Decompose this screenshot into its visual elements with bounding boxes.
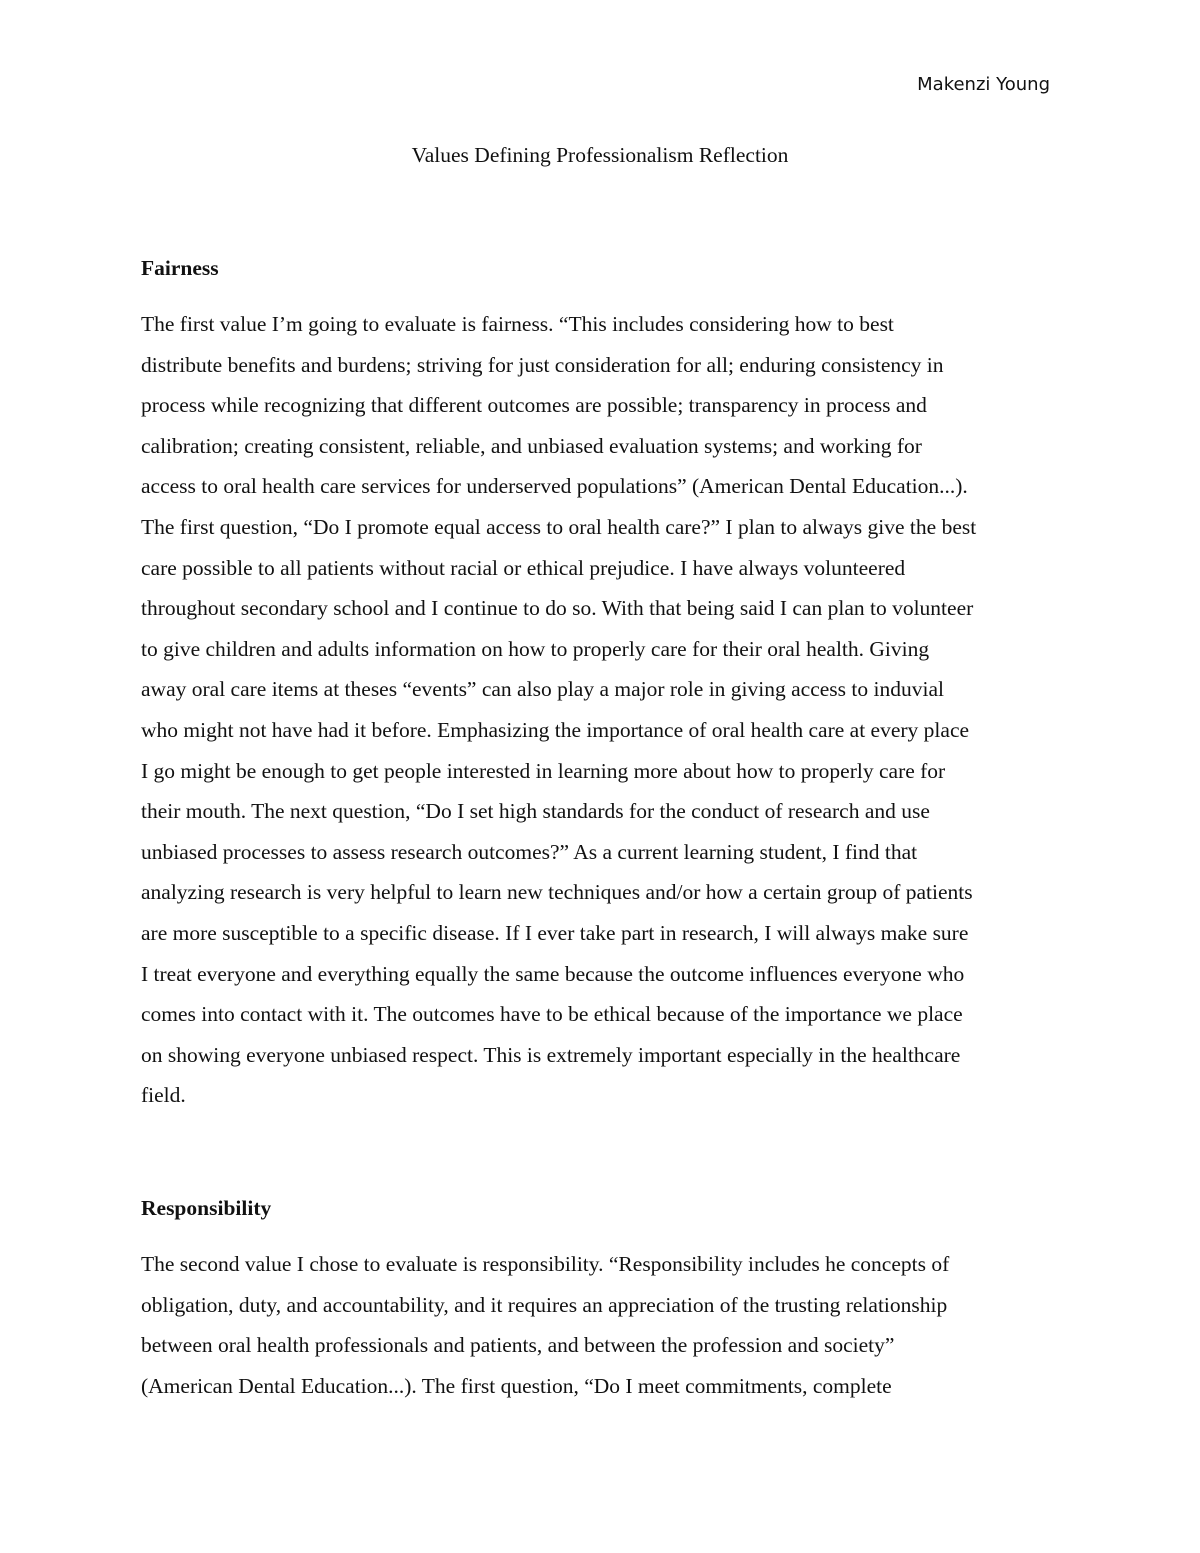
paragraph-line: access to oral health care services for underserved populations” (American Dental Education...). [141,474,968,499]
section-body-responsibility [141,1244,1061,1406]
document-title: Values Defining Professionalism Reflection [411,143,789,167]
paragraph-line: The second value I chose to evaluate is responsibility. “Responsibility includes he concepts of [141,1252,950,1276]
paragraph-line: field. [141,1083,186,1108]
paragraph-line: comes into contact with it. The outcomes have to be ethical because of the importance we place [141,1002,963,1027]
paragraph-line: between oral health professionals and patients, and between the profession and society” [141,1333,895,1358]
paragraph-line: process while recognizing that different outcomes are possible; transparency in process and [141,393,927,418]
paragraph-line: care possible to all patients without racial or ethical prejudice. I have always volunteered [141,555,906,580]
paragraph-line: on showing everyone unbiased respect. This is extremely important especially in the healthcare [141,1042,961,1067]
paragraph-line: away oral care items at theses “events” can also play a major role in giving access to induvial [141,677,944,702]
paragraph-line: The first question, “Do I promote equal access to oral health care?” I plan to always give the best [141,514,977,539]
section-body-fairness [141,304,1061,1116]
section-heading-responsibility: Responsibility [141,1196,272,1220]
paragraph-line: are more susceptible to a specific disease. If I ever take part in research, I will always make sure [141,920,969,945]
section-heading-fairness: Fairness [141,256,219,280]
paragraph-line: unbiased processes to assess research outcomes?” As a current learning student, I find that [141,839,918,864]
paragraph-line: calibration; creating consistent, reliable, and unbiased evaluation systems; and working for [141,433,922,458]
paragraph-line: distribute benefits and burdens; striving for just consideration for all; enduring consistency in [141,352,944,377]
author-name: Makenzi Young [917,74,1050,95]
paragraph-line: throughout secondary school and I continue to do so. With that being said I can plan to volunteer [141,596,974,621]
paragraph-line: who might not have had it before. Emphasizing the importance of oral health care at every place [141,717,970,742]
paragraph-line: obligation, duty, and accountability, and it requires an appreciation of the trusting relationship [141,1292,948,1317]
paragraph-line: to give children and adults information on how to properly care for their oral health. Giving [141,636,930,661]
paragraph-line: I go might be enough to get people interested in learning more about how to properly care for [141,758,946,783]
paragraph-line: (American Dental Education...). The first question, “Do I meet commitments, complete [141,1373,892,1398]
paragraph-line: analyzing research is very helpful to learn new techniques and/or how a certain group of patients [141,880,973,905]
paragraph-line: I treat everyone and everything equally the same because the outcome influences everyone who [141,961,965,986]
paragraph-line: The first value I’m going to evaluate is fairness. “This includes considering how to best [141,312,894,336]
paragraph-line: their mouth. The next question, “Do I set high standards for the conduct of research and use [141,799,930,824]
